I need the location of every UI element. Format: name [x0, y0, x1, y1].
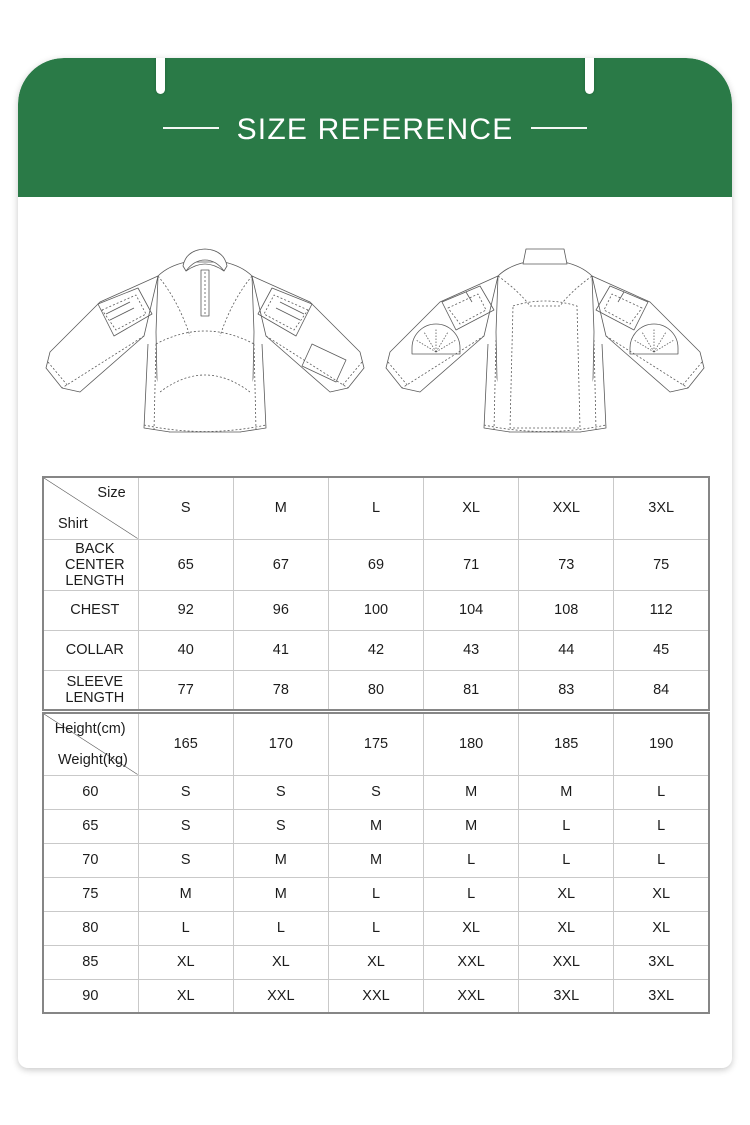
cell-value: 69	[328, 539, 423, 590]
hanger-tab-right-icon	[585, 58, 594, 94]
title-rule-right	[531, 127, 587, 129]
col-header-185: 185	[519, 713, 614, 775]
cell-value: M	[328, 809, 423, 843]
shirt-back-illustration	[380, 240, 710, 455]
cell-value: 40	[138, 630, 233, 670]
cell-value: 42	[328, 630, 423, 670]
col-header-190: 190	[614, 713, 709, 775]
height-weight-table	[42, 712, 710, 1014]
header-band	[18, 58, 732, 197]
cell-value: XL	[233, 945, 328, 979]
cell-value: L	[614, 809, 709, 843]
cell-value: 75	[614, 539, 709, 590]
height-weight-table-block	[42, 712, 710, 1014]
cell-value: 84	[614, 670, 709, 710]
col-header-180: 180	[424, 713, 519, 775]
cell-value: L	[424, 843, 519, 877]
cell-value: S	[328, 775, 423, 809]
corner-label-size: Size	[97, 485, 126, 501]
cell-value: 108	[519, 590, 614, 630]
cell-value: 3XL	[519, 979, 614, 1013]
cell-value: S	[138, 809, 233, 843]
cell-value: S	[138, 775, 233, 809]
cell-value: XL	[614, 911, 709, 945]
hanger-tab-left-icon	[156, 58, 165, 94]
cell-value: XXL	[424, 979, 519, 1013]
table-corner-header	[43, 713, 138, 775]
col-header-165: 165	[138, 713, 233, 775]
cell-value: L	[233, 911, 328, 945]
row-label: 85	[43, 945, 138, 979]
cell-value: L	[614, 843, 709, 877]
cell-value: M	[138, 877, 233, 911]
cell-value: 43	[424, 630, 519, 670]
cell-value: XXL	[233, 979, 328, 1013]
table-corner-header	[43, 477, 138, 539]
cell-value: XL	[138, 945, 233, 979]
cell-value: 96	[233, 590, 328, 630]
size-reference-card	[18, 58, 732, 1068]
row-label: 75	[43, 877, 138, 911]
cell-value: L	[519, 843, 614, 877]
cell-value: 77	[138, 670, 233, 710]
cell-value: M	[233, 843, 328, 877]
cell-value: 67	[233, 539, 328, 590]
col-header-3xl: 3XL	[614, 477, 709, 539]
cell-value: XL	[614, 877, 709, 911]
cell-value: 80	[328, 670, 423, 710]
shirt-measurement-table-block	[42, 476, 710, 711]
cell-value: S	[233, 809, 328, 843]
row-label: 60	[43, 775, 138, 809]
row-label: 80	[43, 911, 138, 945]
cell-value: M	[328, 843, 423, 877]
row-label: 90	[43, 979, 138, 1013]
col-header-xxl: XXL	[519, 477, 614, 539]
cell-value: S	[233, 775, 328, 809]
table-row	[43, 670, 709, 710]
cell-value: 44	[519, 630, 614, 670]
shirt-measurement-table	[42, 476, 710, 711]
page-title: SIZE REFERENCE	[236, 112, 514, 146]
corner-label-shirt: Shirt	[58, 515, 88, 532]
corner-label-height: Height(cm)	[54, 721, 126, 737]
cell-value: L	[328, 877, 423, 911]
cell-value: 81	[424, 670, 519, 710]
row-label: COLLAR	[43, 630, 138, 670]
table-row	[43, 775, 709, 809]
cell-value: 100	[328, 590, 423, 630]
cell-value: 71	[424, 539, 519, 590]
cell-value: XL	[424, 911, 519, 945]
cell-value: XXL	[519, 945, 614, 979]
cell-value: 41	[233, 630, 328, 670]
shirt-illustrations	[18, 197, 732, 497]
cell-value: S	[138, 843, 233, 877]
table-row	[43, 539, 709, 590]
row-label: BACK CENTER LENGTH	[43, 539, 138, 590]
cell-value: 3XL	[614, 979, 709, 1013]
cell-value: XL	[138, 979, 233, 1013]
cell-value: L	[138, 911, 233, 945]
cell-value: M	[424, 809, 519, 843]
cell-value: L	[614, 775, 709, 809]
cell-value: 3XL	[614, 945, 709, 979]
col-header-m: M	[233, 477, 328, 539]
cell-value: 104	[424, 590, 519, 630]
row-label: CHEST	[43, 590, 138, 630]
cell-value: M	[424, 775, 519, 809]
cell-value: XXL	[328, 979, 423, 1013]
cell-value: 92	[138, 590, 233, 630]
table-header-row	[43, 713, 709, 775]
table-row	[43, 877, 709, 911]
row-label: SLEEVE LENGTH	[43, 670, 138, 710]
cell-value: XL	[519, 911, 614, 945]
col-header-170: 170	[233, 713, 328, 775]
title-rule-left	[163, 127, 219, 129]
cell-value: XL	[328, 945, 423, 979]
table-row	[43, 979, 709, 1013]
cell-value: M	[233, 877, 328, 911]
cell-value: XL	[519, 877, 614, 911]
table-row	[43, 945, 709, 979]
page-title-group	[18, 58, 732, 197]
row-label: 70	[43, 843, 138, 877]
cell-value: L	[424, 877, 519, 911]
col-header-l: L	[328, 477, 423, 539]
cell-value: L	[519, 809, 614, 843]
row-label: 65	[43, 809, 138, 843]
cell-value: 78	[233, 670, 328, 710]
cell-value: 73	[519, 539, 614, 590]
cell-value: XXL	[424, 945, 519, 979]
table-row	[43, 590, 709, 630]
table-row	[43, 911, 709, 945]
col-header-s: S	[138, 477, 233, 539]
cell-value: 65	[138, 539, 233, 590]
cell-value: M	[519, 775, 614, 809]
col-header-xl: XL	[424, 477, 519, 539]
cell-value: L	[328, 911, 423, 945]
table-row	[43, 809, 709, 843]
col-header-175: 175	[328, 713, 423, 775]
table-row	[43, 630, 709, 670]
cell-value: 112	[614, 590, 709, 630]
cell-value: 83	[519, 670, 614, 710]
corner-label-weight: Weight(kg)	[58, 751, 128, 768]
cell-value: 45	[614, 630, 709, 670]
table-row	[43, 843, 709, 877]
table-header-row	[43, 477, 709, 539]
shirt-front-illustration	[40, 240, 370, 455]
